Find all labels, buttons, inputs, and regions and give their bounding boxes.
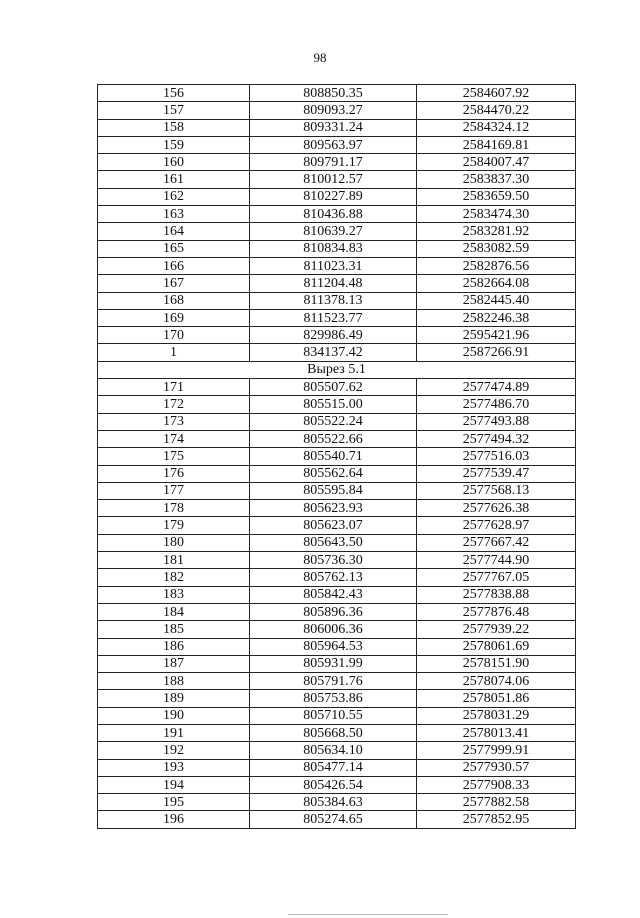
x-coordinate-cell: 809791.17: [250, 154, 417, 171]
point-number-cell: 168: [98, 292, 250, 309]
y-coordinate-cell: 2595421.96: [417, 327, 576, 344]
y-coordinate-cell: 2582445.40: [417, 292, 576, 309]
table-row: [98, 586, 576, 603]
x-coordinate-cell: 805931.99: [250, 655, 417, 672]
y-coordinate-cell: 2578013.41: [417, 724, 576, 741]
table-row: [98, 776, 576, 793]
table-row: [98, 448, 576, 465]
table-row: [98, 413, 576, 430]
point-number-cell: 196: [98, 811, 250, 828]
bottom-divider: [288, 914, 448, 915]
y-coordinate-cell: 2577908.33: [417, 776, 576, 793]
point-number-cell: 158: [98, 119, 250, 136]
point-number-cell: 174: [98, 430, 250, 447]
y-coordinate-cell: 2577876.48: [417, 603, 576, 620]
x-coordinate-cell: 810227.89: [250, 188, 417, 205]
y-coordinate-cell: 2583281.92: [417, 223, 576, 240]
table-row: [98, 240, 576, 257]
table-row: [98, 603, 576, 620]
x-coordinate-cell: 811378.13: [250, 292, 417, 309]
table-row: [98, 534, 576, 551]
point-number-cell: 189: [98, 690, 250, 707]
point-number-cell: 163: [98, 206, 250, 223]
table-row: [98, 517, 576, 534]
coordinates-table: [97, 84, 576, 829]
x-coordinate-cell: 806006.36: [250, 621, 417, 638]
x-coordinate-cell: 811523.77: [250, 309, 417, 326]
point-number-cell: 166: [98, 257, 250, 274]
x-coordinate-cell: 805668.50: [250, 724, 417, 741]
x-coordinate-cell: 805274.65: [250, 811, 417, 828]
table-row: [98, 655, 576, 672]
y-coordinate-cell: 2583474.30: [417, 206, 576, 223]
x-coordinate-cell: 805507.62: [250, 379, 417, 396]
y-coordinate-cell: 2577626.38: [417, 500, 576, 517]
x-coordinate-cell: 809093.27: [250, 102, 417, 119]
table-row: [98, 206, 576, 223]
x-coordinate-cell: 805515.00: [250, 396, 417, 413]
table-row: [98, 327, 576, 344]
x-coordinate-cell: 808850.35: [250, 85, 417, 102]
y-coordinate-cell: 2578074.06: [417, 673, 576, 690]
x-coordinate-cell: 811023.31: [250, 257, 417, 274]
table-row: [98, 102, 576, 119]
point-number-cell: 167: [98, 275, 250, 292]
y-coordinate-cell: 2583082.59: [417, 240, 576, 257]
x-coordinate-cell: 829986.49: [250, 327, 417, 344]
table-row: [98, 188, 576, 205]
table-row: [98, 396, 576, 413]
point-number-cell: 170: [98, 327, 250, 344]
table-row: [98, 500, 576, 517]
y-coordinate-cell: 2578031.29: [417, 707, 576, 724]
point-number-cell: 160: [98, 154, 250, 171]
x-coordinate-cell: 811204.48: [250, 275, 417, 292]
point-number-cell: 191: [98, 724, 250, 741]
point-number-cell: 187: [98, 655, 250, 672]
table-row: [98, 223, 576, 240]
y-coordinate-cell: 2577939.22: [417, 621, 576, 638]
table-row: [98, 690, 576, 707]
x-coordinate-cell: 805522.24: [250, 413, 417, 430]
y-coordinate-cell: 2577667.42: [417, 534, 576, 551]
table-row: [98, 552, 576, 569]
y-coordinate-cell: 2587266.91: [417, 344, 576, 361]
point-number-cell: 179: [98, 517, 250, 534]
table-row: [98, 569, 576, 586]
x-coordinate-cell: 810012.57: [250, 171, 417, 188]
table-row: [98, 794, 576, 811]
x-coordinate-cell: 805522.66: [250, 430, 417, 447]
point-number-cell: 177: [98, 482, 250, 499]
table-row: [98, 638, 576, 655]
table-row: [98, 621, 576, 638]
point-number-cell: 171: [98, 379, 250, 396]
point-number-cell: 165: [98, 240, 250, 257]
point-number-cell: 185: [98, 621, 250, 638]
table-row: [98, 292, 576, 309]
point-number-cell: 178: [98, 500, 250, 517]
x-coordinate-cell: 805736.30: [250, 552, 417, 569]
point-number-cell: 176: [98, 465, 250, 482]
table-row: [98, 171, 576, 188]
table-row: [98, 154, 576, 171]
y-coordinate-cell: 2582246.38: [417, 309, 576, 326]
table-row: [98, 465, 576, 482]
y-coordinate-cell: 2577744.90: [417, 552, 576, 569]
point-number-cell: 175: [98, 448, 250, 465]
y-coordinate-cell: 2582664.08: [417, 275, 576, 292]
point-number-cell: 183: [98, 586, 250, 603]
y-coordinate-cell: 2577494.32: [417, 430, 576, 447]
x-coordinate-cell: 810834.83: [250, 240, 417, 257]
y-coordinate-cell: 2578051.86: [417, 690, 576, 707]
x-coordinate-cell: 805634.10: [250, 742, 417, 759]
point-number-cell: 1: [98, 344, 250, 361]
point-number-cell: 172: [98, 396, 250, 413]
y-coordinate-cell: 2577999.91: [417, 742, 576, 759]
y-coordinate-cell: 2577852.95: [417, 811, 576, 828]
x-coordinate-cell: 805595.84: [250, 482, 417, 499]
x-coordinate-cell: 834137.42: [250, 344, 417, 361]
x-coordinate-cell: 809331.24: [250, 119, 417, 136]
y-coordinate-cell: 2577628.97: [417, 517, 576, 534]
point-number-cell: 159: [98, 136, 250, 153]
x-coordinate-cell: 805562.64: [250, 465, 417, 482]
x-coordinate-cell: 805426.54: [250, 776, 417, 793]
point-number-cell: 192: [98, 742, 250, 759]
x-coordinate-cell: 805623.93: [250, 500, 417, 517]
table-row: [98, 257, 576, 274]
y-coordinate-cell: 2578151.90: [417, 655, 576, 672]
x-coordinate-cell: 805791.76: [250, 673, 417, 690]
x-coordinate-cell: 809563.97: [250, 136, 417, 153]
y-coordinate-cell: 2577539.47: [417, 465, 576, 482]
x-coordinate-cell: 805896.36: [250, 603, 417, 620]
table-row: [98, 482, 576, 499]
point-number-cell: 173: [98, 413, 250, 430]
point-number-cell: 184: [98, 603, 250, 620]
table-row: [98, 430, 576, 447]
point-number-cell: 181: [98, 552, 250, 569]
table-row: [98, 707, 576, 724]
y-coordinate-cell: 2583659.50: [417, 188, 576, 205]
x-coordinate-cell: 805623.07: [250, 517, 417, 534]
x-coordinate-cell: 805477.14: [250, 759, 417, 776]
y-coordinate-cell: 2578061.69: [417, 638, 576, 655]
y-coordinate-cell: 2584607.92: [417, 85, 576, 102]
table-row: [98, 379, 576, 396]
table-row: [98, 724, 576, 741]
point-number-cell: 195: [98, 794, 250, 811]
table-row: [98, 673, 576, 690]
table-row: [98, 759, 576, 776]
section-header-row: [98, 361, 576, 378]
table-row: [98, 119, 576, 136]
y-coordinate-cell: 2584169.81: [417, 136, 576, 153]
point-number-cell: 190: [98, 707, 250, 724]
x-coordinate-cell: 805643.50: [250, 534, 417, 551]
x-coordinate-cell: 805384.63: [250, 794, 417, 811]
point-number-cell: 194: [98, 776, 250, 793]
y-coordinate-cell: 2577838.88: [417, 586, 576, 603]
point-number-cell: 156: [98, 85, 250, 102]
x-coordinate-cell: 805762.13: [250, 569, 417, 586]
y-coordinate-cell: 2577767.05: [417, 569, 576, 586]
table-row: [98, 136, 576, 153]
point-number-cell: 180: [98, 534, 250, 551]
point-number-cell: 162: [98, 188, 250, 205]
table-row: [98, 811, 576, 828]
y-coordinate-cell: 2584324.12: [417, 119, 576, 136]
point-number-cell: 188: [98, 673, 250, 690]
point-number-cell: 161: [98, 171, 250, 188]
point-number-cell: 169: [98, 309, 250, 326]
table-row: [98, 344, 576, 361]
table-row: [98, 85, 576, 102]
y-coordinate-cell: 2577568.13: [417, 482, 576, 499]
y-coordinate-cell: 2583837.30: [417, 171, 576, 188]
y-coordinate-cell: 2577930.57: [417, 759, 576, 776]
x-coordinate-cell: 805753.86: [250, 690, 417, 707]
y-coordinate-cell: 2577493.88: [417, 413, 576, 430]
y-coordinate-cell: 2584007.47: [417, 154, 576, 171]
point-number-cell: 186: [98, 638, 250, 655]
x-coordinate-cell: 805842.43: [250, 586, 417, 603]
page-number: 98: [313, 50, 327, 65]
point-number-cell: 182: [98, 569, 250, 586]
x-coordinate-cell: 810436.88: [250, 206, 417, 223]
x-coordinate-cell: 805710.55: [250, 707, 417, 724]
y-coordinate-cell: 2582876.56: [417, 257, 576, 274]
table-row: [98, 309, 576, 326]
table-row: [98, 275, 576, 292]
x-coordinate-cell: 810639.27: [250, 223, 417, 240]
x-coordinate-cell: 805964.53: [250, 638, 417, 655]
y-coordinate-cell: 2577486.70: [417, 396, 576, 413]
point-number-cell: 157: [98, 102, 250, 119]
coordinates-table-body: [98, 85, 576, 829]
section-title: Вырез 5.1: [98, 361, 576, 378]
x-coordinate-cell: 805540.71: [250, 448, 417, 465]
y-coordinate-cell: 2584470.22: [417, 102, 576, 119]
y-coordinate-cell: 2577882.58: [417, 794, 576, 811]
point-number-cell: 193: [98, 759, 250, 776]
table-row: [98, 742, 576, 759]
point-number-cell: 164: [98, 223, 250, 240]
y-coordinate-cell: 2577516.03: [417, 448, 576, 465]
y-coordinate-cell: 2577474.89: [417, 379, 576, 396]
